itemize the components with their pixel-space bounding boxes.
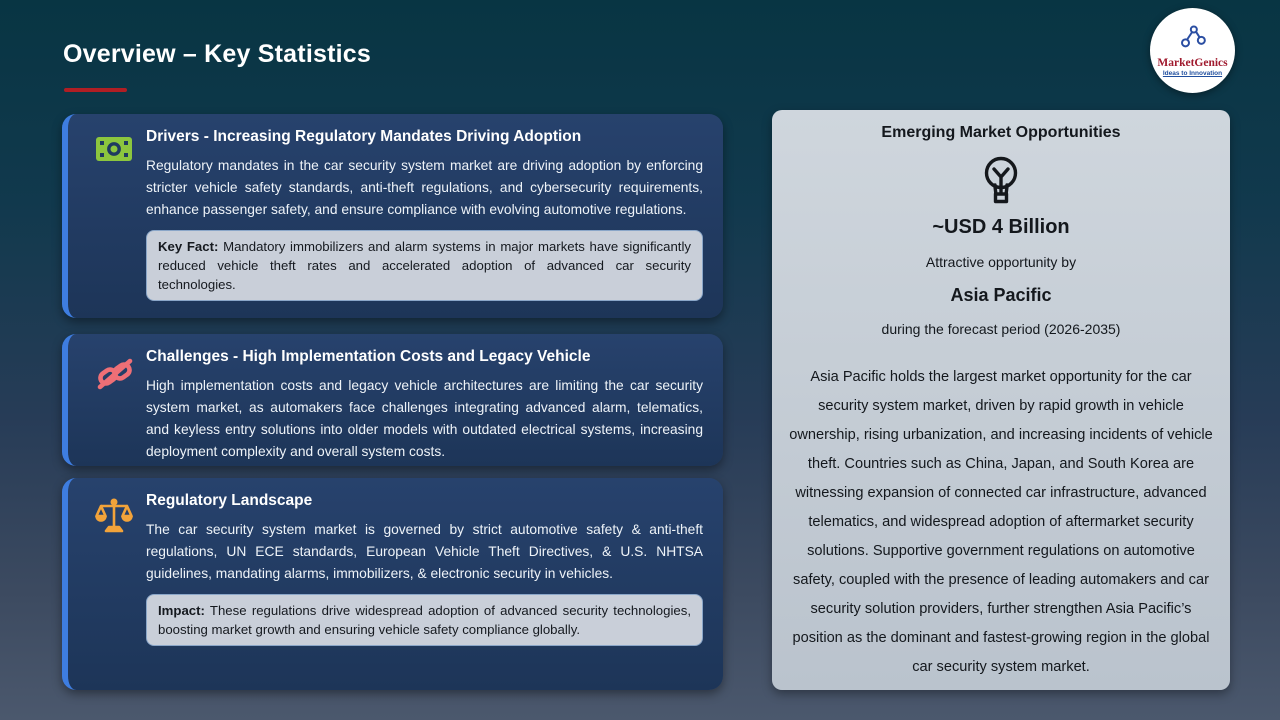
logo-brand-text: MarketGenics [1157,57,1228,69]
opportunity-caption: Attractive opportunity by [925,254,1077,270]
card-challenges-body: High implementation costs and legacy vehicle architectures are limiting the car security system market, as automakers face challenges integrating advanced alarm, telematics, and keyless entry solutions into older models with outdated electrical systems, increasing deployment complexity and overall system costs. [146,378,703,459]
card-drivers [62,114,723,318]
lightbulb-icon [976,154,1026,212]
scales-icon [94,498,136,536]
opportunity-panel [772,110,1230,690]
card-challenges [62,334,723,466]
impact-text: These regulations drive widespread adoption of advanced security technologies, boosting market growth and ensuring vehicle safety compliance globally. [158,603,691,637]
logo-tagline-text: Ideas to Innovation [1162,70,1223,77]
impact-callout [146,594,703,646]
key-fact-text: Mandatory immobilizers and alarm systems in major markets have significantly reduced vehicle theft rates and accelerated adoption of advanced car security technologies. [158,239,691,292]
marketgenics-logo [1150,8,1235,93]
molecule-icon [1178,24,1208,55]
card-drivers-body: Regulatory mandates in the car security system market are driving adoption by enforcing stricter vehicle safety standards, anti-theft regulations, and cybersecurity requirements, enhance passenger safety, and ensure compliance with evolving automotive regulations. [146,158,703,217]
impact-label: Impact: [158,603,205,618]
opportunity-value: ~USD 4 Billion [932,216,1070,238]
card-challenges-title: Challenges - High Implementation Costs and Legacy Vehicle [146,348,591,365]
opportunity-description: Asia Pacific holds the largest market opportunity for the car security system market, driven by rapid growth in vehicle ownership, rising urbanization, and increasing incidents of vehicle theft. Countries such as China, Japan, and South Korea are witnessing expansion of connected car infrastructure, advanced telematics, and widespread adoption of aftermarket security solutions. Supportive government regulations on automotive safety, coupled with the presence of leading automakers and car security solution providers, further strengthen Asia Pacific’s position as the dominant and fastest-growing region in the global car security system market. [789,369,1213,675]
money-bill-icon [94,134,136,172]
card-regulatory-title: Regulatory Landscape [146,492,313,509]
opportunity-region: Asia Pacific [950,285,1052,305]
link-slash-icon [94,354,136,392]
page-title: Overview – Key Statistics [63,40,371,68]
card-regulatory [62,478,723,690]
key-fact-label: Key Fact: [158,239,219,254]
opportunity-panel-title: Emerging Market Opportunities [881,124,1121,141]
card-drivers-title: Drivers - Increasing Regulatory Mandates Driving Adoption [146,128,582,145]
title-underline [64,88,127,92]
card-regulatory-body: The car security system market is governed by strict automotive safety & anti-theft regulations, UN ECE standards, European Vehicle Theft Directives, & U.S. NHTSA guidelines, mandating alarms, immobilizers, & electronic security in vehicles. [146,522,703,581]
key-fact-callout [146,230,703,301]
opportunity-period: during the forecast period (2026-2035) [881,321,1121,337]
